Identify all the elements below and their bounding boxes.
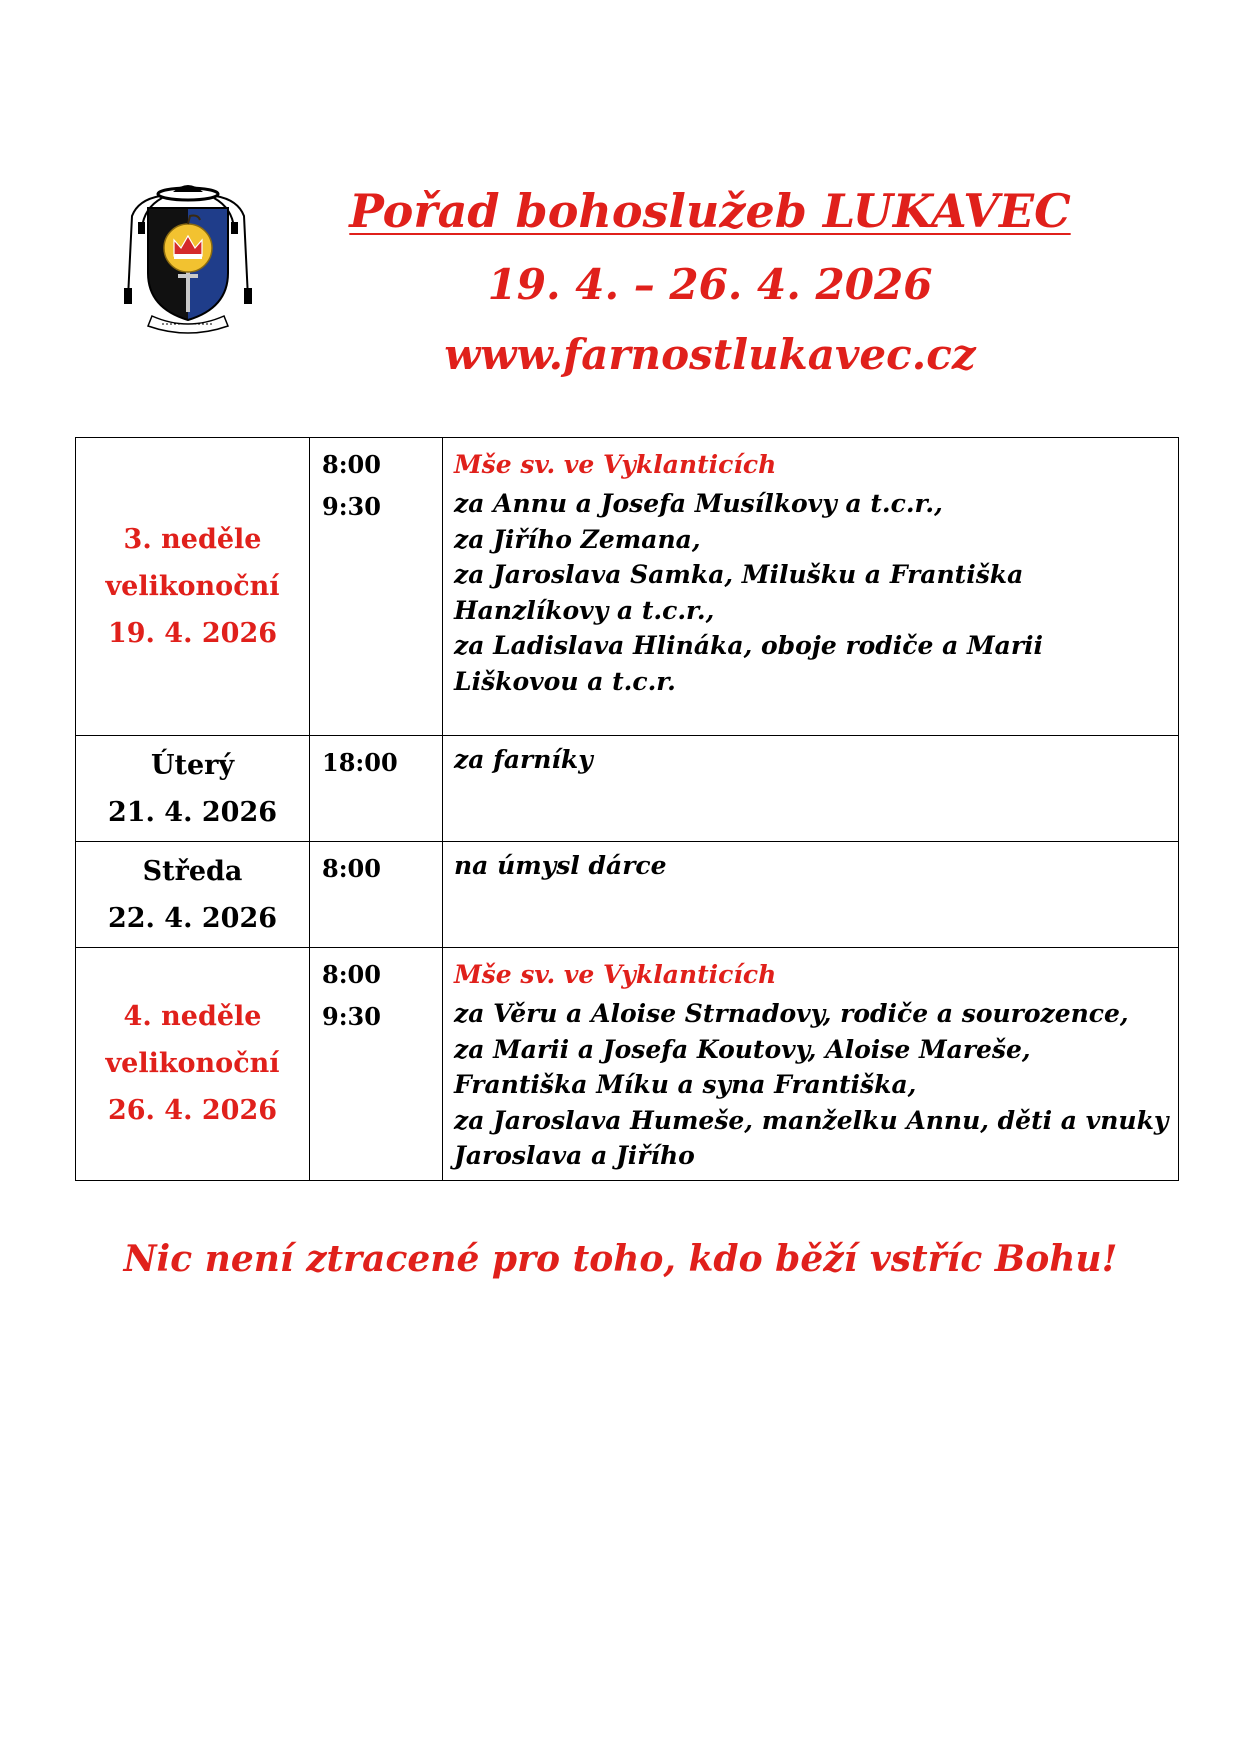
- table-row: [76, 736, 1179, 842]
- day-name: velikonoční: [105, 1048, 280, 1080]
- intention-cell: [443, 736, 1179, 842]
- website-link[interactable]: www.farnostlukavec.cz: [444, 330, 976, 379]
- intention: za Věru a Aloise Strnadovy, rodiče a sourozence,: [454, 999, 1129, 1028]
- day-name: 4. neděle: [123, 1001, 262, 1033]
- mass-time: 8:00: [322, 450, 381, 479]
- intention: za Jiřího Zemana,: [454, 524, 701, 554]
- intention: za Marii a Josefa Koutovy, Aloise Mareše, Františka Míku a syna Františka,: [454, 1034, 1031, 1099]
- intention-cell: [443, 842, 1179, 948]
- intention: za Jaroslava Humeše, manželku Annu, děti a vnuky Jaroslava a Jiřího: [454, 1105, 1169, 1170]
- intention: za Annu a Josefa Musílkovy a t.c.r.,: [454, 489, 943, 518]
- mass-schedule-table: [75, 437, 1179, 1181]
- day-date: 21. 4. 2026: [107, 797, 278, 828]
- time-cell: [310, 842, 443, 948]
- day-date: 26. 4. 2026: [107, 1095, 278, 1127]
- day-name: 3. neděle: [123, 524, 262, 555]
- parish-coat-of-arms-icon: [118, 178, 258, 336]
- table-row: [76, 948, 1179, 1181]
- mass-location: Mše sv. ve Vyklanticích: [454, 450, 777, 479]
- day-cell: [76, 842, 310, 948]
- day-cell: [76, 948, 310, 1181]
- header: [300, 182, 1120, 388]
- table-row: [76, 842, 1179, 948]
- day-name: velikonoční: [105, 571, 280, 602]
- day-name: Úterý: [150, 750, 235, 781]
- day-cell: [76, 438, 310, 736]
- intention: na úmysl dárce: [454, 851, 667, 880]
- intention: za Jaroslava Samka, Milušku a Františka Hanzlíkovy a t.c.r.,: [454, 560, 1024, 625]
- mass-time: 8:00: [322, 854, 381, 883]
- time-cell: [310, 948, 443, 1181]
- intention-cell: [443, 438, 1179, 736]
- day-date: 19. 4. 2026: [107, 618, 278, 649]
- closing-motto: Nic není ztracené pro toho, kdo běží vstříc Bohu!: [123, 1238, 1118, 1280]
- time-cell: [310, 736, 443, 842]
- date-range: 19. 4. – 26. 4. 2026: [487, 260, 933, 309]
- page-title: Pořad bohoslužeb LUKAVEC: [349, 184, 1071, 238]
- mass-time: 9:30: [322, 1002, 381, 1031]
- intention: za Ladislava Hlináka, oboje rodiče a Marii Liškovou a t.c.r.: [454, 631, 1044, 696]
- table-row: [76, 438, 1179, 736]
- day-name: Středa: [142, 856, 243, 887]
- mass-time: 9:30: [322, 492, 381, 521]
- mass-time: 18:00: [322, 748, 398, 777]
- intention: za farníky: [454, 745, 593, 774]
- intention-cell: [443, 948, 1179, 1181]
- day-date: 22. 4. 2026: [107, 903, 278, 934]
- day-cell: [76, 736, 310, 842]
- time-cell: [310, 438, 443, 736]
- mass-time: 8:00: [322, 960, 381, 989]
- mass-location: Mše sv. ve Vyklanticích: [454, 960, 777, 989]
